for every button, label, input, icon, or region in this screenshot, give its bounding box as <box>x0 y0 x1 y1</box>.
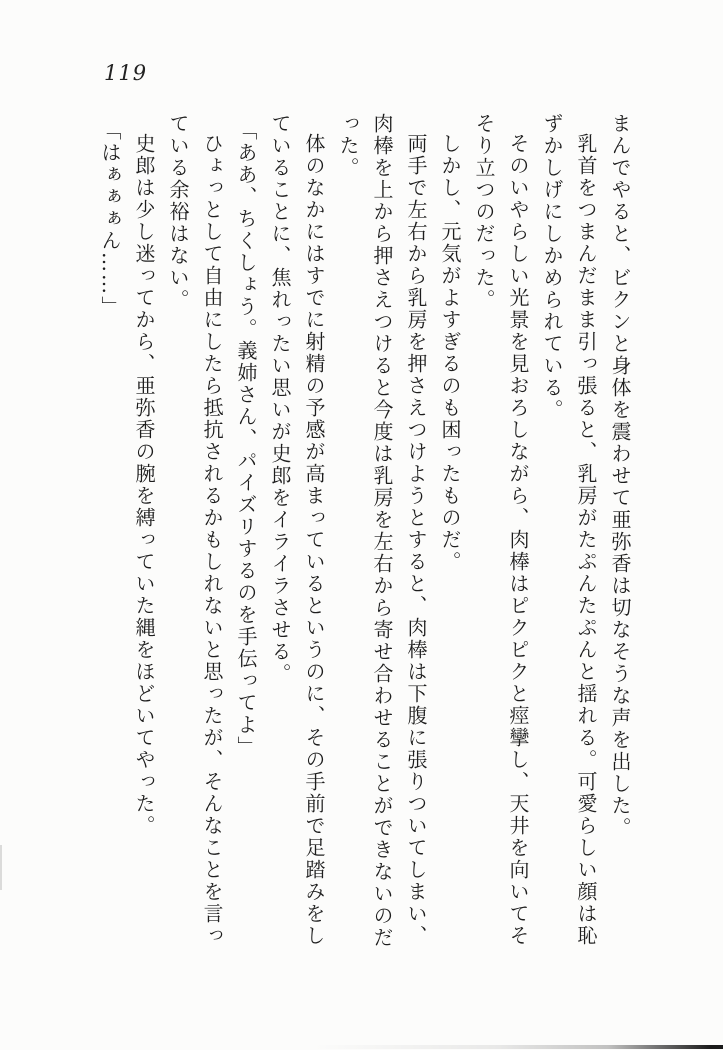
paragraph: 体のなかにはすでに射精の予感が高まっているというのに、その手前で足踏みをしていることに、焦れったい思いが史郎をイライラさせる。 <box>268 113 326 947</box>
paragraph: しかし、元気がよすぎるのも困ったものだ。 <box>438 133 462 573</box>
paragraph: 乳首をつまんだまま引っ張ると、乳房がたぷんたぷんと揺れる。可愛らしい顔は恥ずかしげにしかめられている。 <box>540 113 598 947</box>
scan-artifact-bottom-line <box>313 1045 723 1049</box>
paragraph: 「はぁぁぁん……」 <box>98 120 122 318</box>
scan-artifact-left-edge <box>0 845 2 890</box>
page-number: 119 <box>104 61 148 85</box>
body-text <box>93 113 637 950</box>
paragraph: まんでやると、ビクンと身体を震わせて亜弥香は切なそうな声を出した。 <box>608 113 632 839</box>
paragraph: 史郎は少し迷ってから、亜弥香の腕を縛っていた縄をほどいてやった。 <box>132 133 156 837</box>
paragraph: ひょっとして自由にしたら抵抗されるかもしれないと思ったが、そんなことを言っている余裕はない。 <box>166 113 224 947</box>
paragraph: そのいやらしい光景を見おろしながら、肉棒はピクピクと痙攣し、天井を向いてそそり立つのだった。 <box>472 113 530 947</box>
paragraph: 両手で左右から乳房を押さえつけようとすると、肉棒は下腹に張りついてしまい、肉棒を上から押さえつけると今度は乳房を左右から寄せ合わせることができないのだった。 <box>336 113 428 949</box>
paragraph: 「ああ、ちくしょう。義姉さん、パイズリするのを手伝ってよ」 <box>234 120 258 758</box>
